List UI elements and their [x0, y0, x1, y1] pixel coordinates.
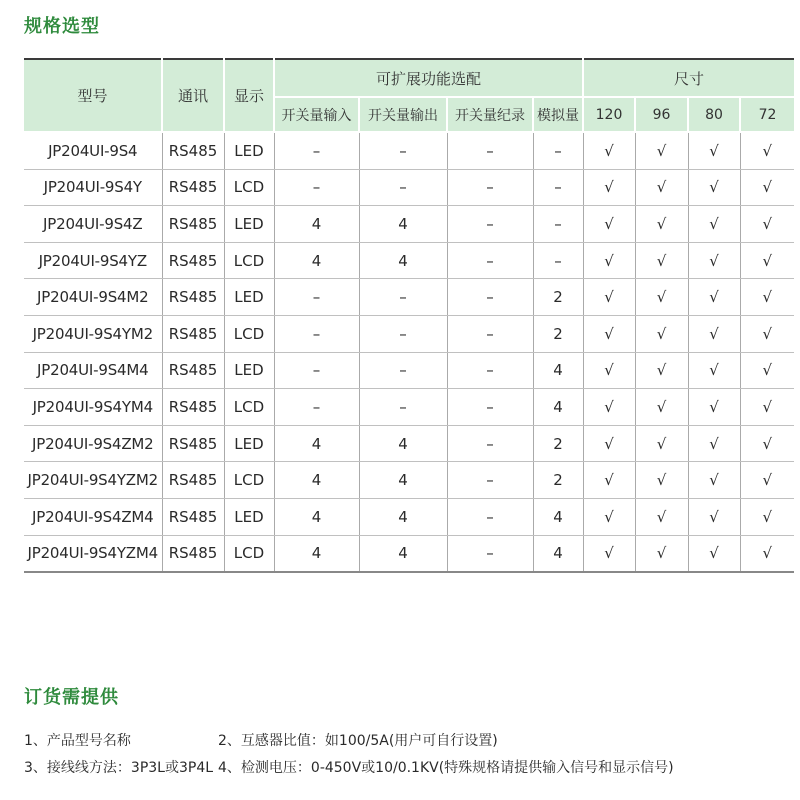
- cell-size-80: √: [688, 535, 740, 572]
- cell-size-120: √: [583, 462, 635, 499]
- cell-switch-record: –: [447, 425, 533, 462]
- cell-size-96: √: [635, 242, 688, 279]
- cell-display: LED: [224, 206, 274, 243]
- cell-size-80: √: [688, 498, 740, 535]
- cell-size-72: √: [740, 315, 794, 352]
- cell-display: LCD: [224, 315, 274, 352]
- cell-comm: RS485: [162, 132, 224, 169]
- cell-switch-output: 4: [359, 242, 447, 279]
- cell-model: JP204UI-9S4M4: [24, 352, 162, 389]
- cell-size-96: √: [635, 169, 688, 206]
- table-row: [24, 279, 794, 316]
- cell-size-120: √: [583, 206, 635, 243]
- table-row: [24, 535, 794, 572]
- cell-switch-record: –: [447, 279, 533, 316]
- cell-display: LED: [224, 352, 274, 389]
- cell-size-120: √: [583, 389, 635, 426]
- cell-switch-record: –: [447, 535, 533, 572]
- cell-comm: RS485: [162, 242, 224, 279]
- cell-comm: RS485: [162, 352, 224, 389]
- cell-switch-output: –: [359, 315, 447, 352]
- cell-switch-input: 4: [274, 242, 359, 279]
- header-ext-analog: 模拟量: [533, 97, 583, 132]
- cell-size-72: √: [740, 535, 794, 572]
- cell-switch-input: 4: [274, 206, 359, 243]
- cell-size-80: √: [688, 462, 740, 499]
- order-row: [24, 755, 784, 782]
- cell-model: JP204UI-9S4ZM4: [24, 498, 162, 535]
- cell-switch-record: –: [447, 462, 533, 499]
- cell-comm: RS485: [162, 535, 224, 572]
- cell-switch-input: –: [274, 169, 359, 206]
- cell-analog: 4: [533, 535, 583, 572]
- cell-size-72: √: [740, 132, 794, 169]
- order-item-3: 3、接线线方法：3P3L或3P4L: [24, 760, 214, 776]
- cell-model: JP204UI-9S4YM2: [24, 315, 162, 352]
- cell-switch-input: –: [274, 352, 359, 389]
- cell-switch-record: –: [447, 206, 533, 243]
- cell-size-120: √: [583, 425, 635, 462]
- order-requirements-list: [24, 728, 784, 782]
- cell-switch-output: 4: [359, 462, 447, 499]
- cell-model: JP204UI-9S4YZM2: [24, 462, 162, 499]
- cell-switch-record: –: [447, 132, 533, 169]
- table-row: [24, 206, 794, 243]
- cell-size-120: √: [583, 242, 635, 279]
- cell-size-96: √: [635, 315, 688, 352]
- cell-switch-input: 4: [274, 425, 359, 462]
- cell-size-96: √: [635, 498, 688, 535]
- cell-size-96: √: [635, 352, 688, 389]
- cell-size-120: √: [583, 535, 635, 572]
- cell-size-120: √: [583, 169, 635, 206]
- table-row: [24, 315, 794, 352]
- cell-display: LCD: [224, 169, 274, 206]
- cell-switch-record: –: [447, 242, 533, 279]
- cell-size-72: √: [740, 352, 794, 389]
- cell-size-80: √: [688, 242, 740, 279]
- cell-size-72: √: [740, 389, 794, 426]
- cell-comm: RS485: [162, 498, 224, 535]
- header-display: 显示: [224, 59, 274, 132]
- cell-analog: 2: [533, 279, 583, 316]
- cell-display: LCD: [224, 242, 274, 279]
- cell-switch-input: –: [274, 315, 359, 352]
- cell-comm: RS485: [162, 462, 224, 499]
- cell-model: JP204UI-9S4YZM4: [24, 535, 162, 572]
- cell-size-120: √: [583, 498, 635, 535]
- cell-analog: 4: [533, 498, 583, 535]
- cell-size-80: √: [688, 425, 740, 462]
- cell-size-72: √: [740, 169, 794, 206]
- table-row: [24, 389, 794, 426]
- table-row: [24, 498, 794, 535]
- cell-model: JP204UI-9S4Z: [24, 206, 162, 243]
- cell-switch-record: –: [447, 315, 533, 352]
- cell-switch-record: –: [447, 169, 533, 206]
- cell-analog: 4: [533, 389, 583, 426]
- order-item-4: 4、检测电压：0-450V或10/0.1KV(特殊规格请提供输入信号和显示信号): [218, 760, 674, 776]
- cell-display: LED: [224, 425, 274, 462]
- order-item-2: 2、互感器比值：如100/5A(用户可自行设置): [218, 733, 498, 749]
- cell-model: JP204UI-9S4M2: [24, 279, 162, 316]
- cell-display: LED: [224, 279, 274, 316]
- cell-comm: RS485: [162, 389, 224, 426]
- cell-switch-output: 4: [359, 535, 447, 572]
- order-item-1: 1、产品型号名称: [24, 733, 131, 749]
- cell-switch-output: –: [359, 352, 447, 389]
- cell-size-96: √: [635, 389, 688, 426]
- cell-analog: –: [533, 206, 583, 243]
- cell-analog: –: [533, 242, 583, 279]
- cell-switch-input: –: [274, 389, 359, 426]
- table-row: [24, 242, 794, 279]
- cell-display: LED: [224, 132, 274, 169]
- header-size-80: 80: [688, 97, 740, 132]
- cell-switch-output: –: [359, 389, 447, 426]
- cell-comm: RS485: [162, 279, 224, 316]
- cell-size-80: √: [688, 315, 740, 352]
- cell-size-72: √: [740, 279, 794, 316]
- cell-switch-input: –: [274, 132, 359, 169]
- cell-size-80: √: [688, 132, 740, 169]
- header-ext-di: 开关量输入: [274, 97, 359, 132]
- cell-analog: 2: [533, 315, 583, 352]
- cell-size-80: √: [688, 206, 740, 243]
- cell-analog: –: [533, 169, 583, 206]
- cell-size-72: √: [740, 425, 794, 462]
- cell-comm: RS485: [162, 315, 224, 352]
- cell-size-120: √: [583, 132, 635, 169]
- cell-analog: 2: [533, 425, 583, 462]
- cell-display: LCD: [224, 535, 274, 572]
- cell-size-96: √: [635, 132, 688, 169]
- cell-display: LCD: [224, 462, 274, 499]
- table-row: [24, 169, 794, 206]
- header-ext-rec: 开关量纪录: [447, 97, 533, 132]
- cell-analog: 4: [533, 352, 583, 389]
- cell-size-80: √: [688, 169, 740, 206]
- cell-switch-output: –: [359, 279, 447, 316]
- cell-model: JP204UI-9S4ZM2: [24, 425, 162, 462]
- cell-model: JP204UI-9S4YZ: [24, 242, 162, 279]
- cell-switch-output: –: [359, 132, 447, 169]
- cell-switch-output: 4: [359, 498, 447, 535]
- cell-switch-output: 4: [359, 206, 447, 243]
- cell-switch-input: –: [274, 279, 359, 316]
- cell-switch-output: 4: [359, 425, 447, 462]
- table-row: [24, 132, 794, 169]
- cell-size-120: √: [583, 315, 635, 352]
- cell-switch-output: –: [359, 169, 447, 206]
- cell-switch-record: –: [447, 352, 533, 389]
- cell-switch-record: –: [447, 389, 533, 426]
- cell-size-96: √: [635, 535, 688, 572]
- header-size-120: 120: [583, 97, 635, 132]
- header-size-group: 尺寸: [583, 59, 794, 97]
- cell-size-96: √: [635, 279, 688, 316]
- cell-comm: RS485: [162, 206, 224, 243]
- header-ext-group: 可扩展功能选配: [274, 59, 583, 97]
- header-ext-do: 开关量输出: [359, 97, 447, 132]
- cell-comm: RS485: [162, 425, 224, 462]
- cell-size-80: √: [688, 279, 740, 316]
- table-row: [24, 462, 794, 499]
- cell-size-72: √: [740, 242, 794, 279]
- spec-table: [24, 58, 794, 573]
- cell-analog: 2: [533, 462, 583, 499]
- cell-size-80: √: [688, 389, 740, 426]
- header-size-72: 72: [740, 97, 794, 132]
- cell-size-72: √: [740, 498, 794, 535]
- cell-size-72: √: [740, 206, 794, 243]
- cell-size-96: √: [635, 425, 688, 462]
- cell-comm: RS485: [162, 169, 224, 206]
- header-model: 型号: [24, 59, 162, 132]
- header-size-96: 96: [635, 97, 688, 132]
- table-row: [24, 425, 794, 462]
- cell-size-80: √: [688, 352, 740, 389]
- cell-size-120: √: [583, 352, 635, 389]
- cell-display: LCD: [224, 389, 274, 426]
- cell-size-96: √: [635, 206, 688, 243]
- cell-switch-input: 4: [274, 462, 359, 499]
- cell-display: LED: [224, 498, 274, 535]
- cell-size-72: √: [740, 462, 794, 499]
- header-comm: 通讯: [162, 59, 224, 132]
- cell-switch-input: 4: [274, 498, 359, 535]
- cell-switch-input: 4: [274, 535, 359, 572]
- cell-size-120: √: [583, 279, 635, 316]
- table-row: [24, 352, 794, 389]
- cell-model: JP204UI-9S4Y: [24, 169, 162, 206]
- cell-analog: –: [533, 132, 583, 169]
- order-section-title: 订货需提供: [24, 687, 119, 708]
- cell-switch-record: –: [447, 498, 533, 535]
- order-row: [24, 728, 784, 755]
- spec-section-title: 规格选型: [24, 16, 100, 37]
- cell-model: JP204UI-9S4YM4: [24, 389, 162, 426]
- cell-size-96: √: [635, 462, 688, 499]
- cell-model: JP204UI-9S4: [24, 132, 162, 169]
